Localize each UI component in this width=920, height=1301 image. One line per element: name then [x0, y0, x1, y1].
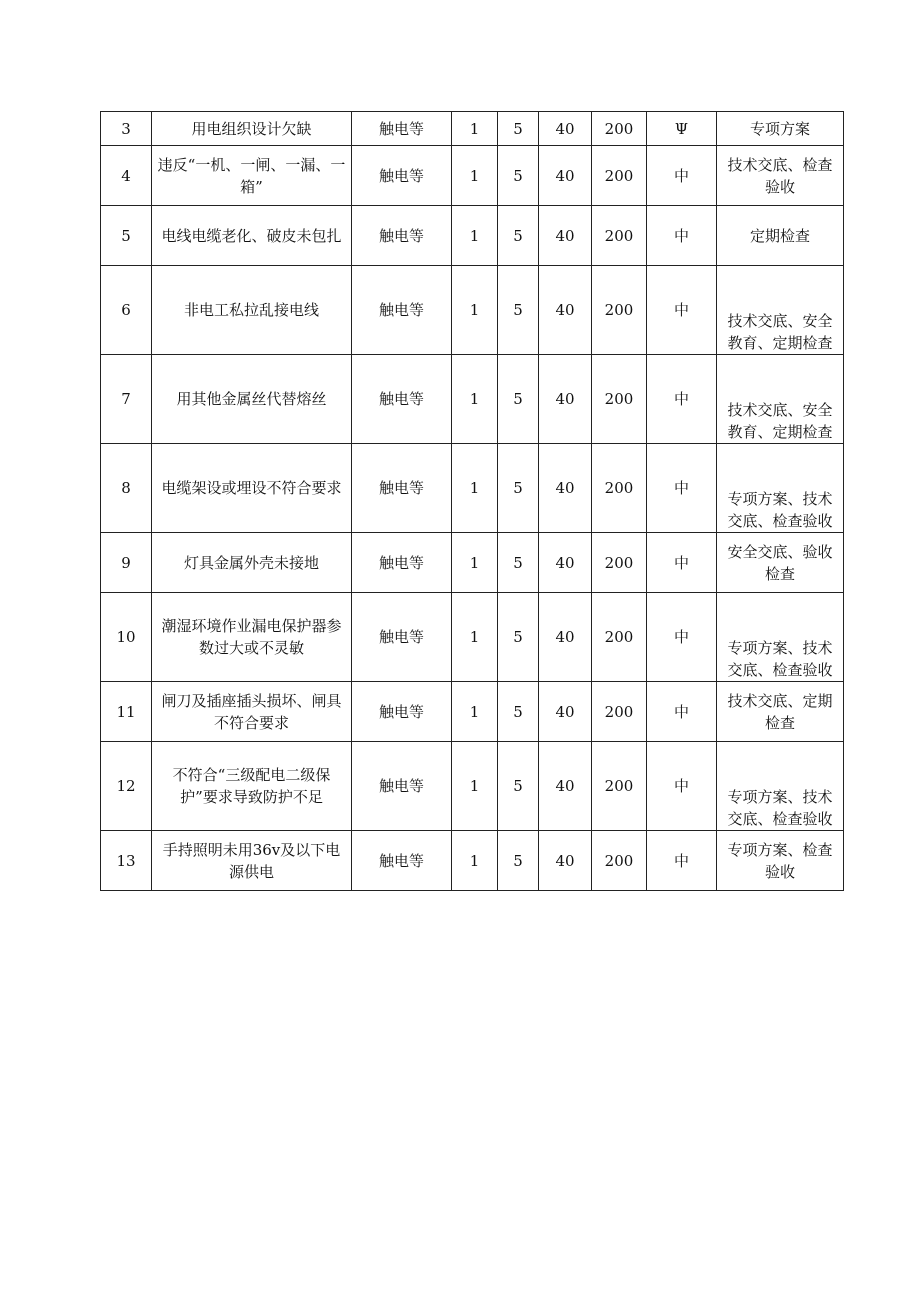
value-c: 40 — [539, 742, 592, 831]
consequence: 触电等 — [352, 355, 452, 444]
consequence: 触电等 — [352, 533, 452, 593]
control-measure: 专项方案、检查验收 — [717, 831, 844, 891]
hazard-description: 违反“一机、一闸、一漏、一箱” — [152, 146, 352, 206]
risk-level: 中 — [647, 593, 717, 682]
risk-level: 中 — [647, 355, 717, 444]
hazard-description: 电线电缆老化、破皮未包扎 — [152, 206, 352, 266]
row-number: 5 — [101, 206, 152, 266]
control-measure: 专项方案、技术交底、检查验收 — [717, 593, 844, 682]
table-row — [101, 112, 844, 146]
risk-level: 中 — [647, 146, 717, 206]
value-d: 200 — [592, 742, 647, 831]
value-c: 40 — [539, 533, 592, 593]
row-number: 3 — [101, 112, 152, 146]
table-row — [101, 266, 844, 355]
hazard-description: 手持照明未用36v及以下电源供电 — [152, 831, 352, 891]
value-e: 5 — [498, 355, 539, 444]
table-row — [101, 533, 844, 593]
consequence: 触电等 — [352, 742, 452, 831]
consequence: 触电等 — [352, 206, 452, 266]
consequence: 触电等 — [352, 831, 452, 891]
row-number: 11 — [101, 682, 152, 742]
table-row — [101, 831, 844, 891]
consequence: 触电等 — [352, 444, 452, 533]
value-l: 1 — [452, 112, 498, 146]
value-d: 200 — [592, 146, 647, 206]
control-measure: 专项方案 — [717, 112, 844, 146]
value-l: 1 — [452, 831, 498, 891]
control-measure: 定期检查 — [717, 206, 844, 266]
value-d: 200 — [592, 112, 647, 146]
table-row — [101, 742, 844, 831]
consequence: 触电等 — [352, 146, 452, 206]
table-row — [101, 444, 844, 533]
hazard-description: 不符合“三级配电二级保护”要求导致防护不足 — [152, 742, 352, 831]
row-number: 13 — [101, 831, 152, 891]
value-l: 1 — [452, 146, 498, 206]
risk-level: 中 — [647, 682, 717, 742]
value-c: 40 — [539, 355, 592, 444]
consequence: 触电等 — [352, 112, 452, 146]
value-c: 40 — [539, 831, 592, 891]
value-d: 200 — [592, 831, 647, 891]
value-d: 200 — [592, 533, 647, 593]
row-number: 10 — [101, 593, 152, 682]
value-d: 200 — [592, 355, 647, 444]
value-e: 5 — [498, 146, 539, 206]
value-e: 5 — [498, 831, 539, 891]
value-l: 1 — [452, 742, 498, 831]
value-l: 1 — [452, 533, 498, 593]
risk-level: 中 — [647, 831, 717, 891]
table-row — [101, 355, 844, 444]
risk-level: 中 — [647, 206, 717, 266]
control-measure: 技术交底、安全教育、定期检查 — [717, 355, 844, 444]
value-c: 40 — [539, 206, 592, 266]
row-number: 12 — [101, 742, 152, 831]
consequence: 触电等 — [352, 682, 452, 742]
value-d: 200 — [592, 444, 647, 533]
risk-level: 中 — [647, 266, 717, 355]
table-row — [101, 593, 844, 682]
value-l: 1 — [452, 593, 498, 682]
risk-level: 中 — [647, 444, 717, 533]
value-c: 40 — [539, 266, 592, 355]
row-number: 4 — [101, 146, 152, 206]
table-row — [101, 206, 844, 266]
risk-assessment-table — [100, 111, 844, 891]
value-d: 200 — [592, 682, 647, 742]
risk-level: Ψ — [647, 112, 717, 146]
value-e: 5 — [498, 682, 539, 742]
value-c: 40 — [539, 146, 592, 206]
hazard-description: 电缆架设或埋设不符合要求 — [152, 444, 352, 533]
risk-level: 中 — [647, 533, 717, 593]
control-measure: 专项方案、技术交底、检查验收 — [717, 444, 844, 533]
value-e: 5 — [498, 206, 539, 266]
row-number: 6 — [101, 266, 152, 355]
value-d: 200 — [592, 266, 647, 355]
control-measure: 技术交底、检查验收 — [717, 146, 844, 206]
hazard-description: 闸刀及插座插头损坏、闸具不符合要求 — [152, 682, 352, 742]
table-row — [101, 146, 844, 206]
hazard-description: 潮湿环境作业漏电保护器参数过大或不灵敏 — [152, 593, 352, 682]
hazard-description: 用电组织设计欠缺 — [152, 112, 352, 146]
value-l: 1 — [452, 682, 498, 742]
value-c: 40 — [539, 444, 592, 533]
value-c: 40 — [539, 112, 592, 146]
value-e: 5 — [498, 112, 539, 146]
consequence: 触电等 — [352, 266, 452, 355]
value-c: 40 — [539, 593, 592, 682]
value-l: 1 — [452, 444, 498, 533]
hazard-description: 非电工私拉乱接电线 — [152, 266, 352, 355]
control-measure: 专项方案、技术交底、检查验收 — [717, 742, 844, 831]
value-d: 200 — [592, 593, 647, 682]
control-measure: 安全交底、验收检查 — [717, 533, 844, 593]
value-c: 40 — [539, 682, 592, 742]
value-e: 5 — [498, 742, 539, 831]
risk-level: 中 — [647, 742, 717, 831]
table-row — [101, 682, 844, 742]
hazard-description: 灯具金属外壳未接地 — [152, 533, 352, 593]
control-measure: 技术交底、安全教育、定期检查 — [717, 266, 844, 355]
value-l: 1 — [452, 206, 498, 266]
value-e: 5 — [498, 266, 539, 355]
value-e: 5 — [498, 444, 539, 533]
hazard-description: 用其他金属丝代替熔丝 — [152, 355, 352, 444]
row-number: 9 — [101, 533, 152, 593]
value-e: 5 — [498, 533, 539, 593]
value-l: 1 — [452, 355, 498, 444]
value-e: 5 — [498, 593, 539, 682]
consequence: 触电等 — [352, 593, 452, 682]
value-l: 1 — [452, 266, 498, 355]
control-measure: 技术交底、定期检查 — [717, 682, 844, 742]
row-number: 8 — [101, 444, 152, 533]
value-d: 200 — [592, 206, 647, 266]
row-number: 7 — [101, 355, 152, 444]
